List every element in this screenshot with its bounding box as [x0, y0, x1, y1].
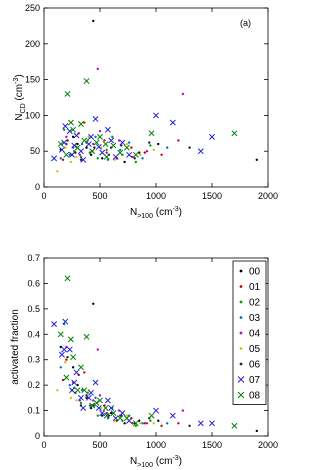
data-point-04 — [99, 130, 101, 132]
data-point-08 — [78, 365, 83, 370]
data-point-07 — [69, 388, 74, 393]
data-point-00 — [92, 303, 94, 305]
x-axis-label — [130, 206, 182, 220]
x-axis-label-sub: >100 — [137, 462, 153, 469]
y-tick-label: 0.1 — [27, 405, 40, 416]
data-point-04 — [182, 93, 184, 95]
data-point-07 — [67, 347, 72, 352]
data-point-00 — [101, 157, 103, 159]
data-point-00 — [90, 154, 92, 156]
data-point-07 — [153, 113, 158, 118]
data-point-07 — [86, 141, 91, 146]
data-point-01 — [65, 359, 67, 361]
data-point-02 — [97, 414, 99, 416]
y-tick-label: 200 — [24, 38, 40, 49]
data-point-04 — [146, 422, 148, 424]
data-point-08 — [133, 152, 138, 157]
data-point-08 — [111, 143, 116, 148]
legend-marker-01 — [240, 285, 243, 288]
data-point-07 — [51, 322, 56, 327]
x-axis-label-unit-pre: (cm — [152, 207, 173, 218]
data-point-04 — [97, 68, 99, 70]
data-point-08 — [103, 141, 108, 146]
data-point-07 — [105, 127, 110, 132]
data-point-04 — [97, 348, 99, 350]
y-tick-label: 0.2 — [27, 380, 40, 391]
data-point-07 — [209, 134, 214, 139]
y-axis-label-unit-sup: -3 — [13, 77, 20, 84]
y-tick-label: 0 — [34, 431, 40, 441]
data-point-06 — [188, 425, 190, 427]
y-axis-label-unit-pre: (cm — [14, 83, 25, 104]
data-point-04 — [182, 409, 184, 411]
series-07 — [51, 319, 214, 426]
panel-b — [10, 253, 278, 469]
plot-frame — [44, 8, 268, 187]
data-point-07 — [59, 352, 64, 357]
y-tick-label: 50 — [29, 146, 40, 157]
legend-label-01: 01 — [249, 282, 261, 293]
data-point-08 — [149, 413, 154, 418]
y-tick-label: 0.6 — [27, 278, 40, 289]
data-point-05 — [126, 414, 128, 416]
data-point-07 — [81, 405, 86, 410]
legend-marker-02 — [240, 301, 243, 304]
data-point-07 — [170, 413, 175, 418]
data-point-01 — [144, 151, 146, 153]
data-point-04 — [65, 136, 67, 138]
data-point-02 — [106, 149, 108, 151]
series-02 — [63, 323, 152, 427]
data-point-08 — [68, 120, 73, 125]
legend — [233, 261, 266, 405]
x-axis-label-unit-post: ) — [178, 207, 183, 218]
series-07 — [51, 113, 214, 163]
data-point-08 — [84, 78, 89, 83]
x-tick-label: 0 — [41, 191, 47, 201]
data-point-00 — [101, 414, 103, 416]
data-point-08 — [103, 405, 108, 410]
data-point-02 — [149, 144, 151, 146]
data-point-03 — [60, 157, 62, 159]
data-point-00 — [256, 430, 258, 432]
data-point-07 — [198, 149, 203, 154]
data-point-08 — [75, 388, 80, 393]
data-point-07 — [170, 120, 175, 125]
data-point-02 — [97, 157, 99, 159]
x-axis-label-unit-post: ) — [178, 456, 183, 467]
data-point-03 — [166, 422, 168, 424]
data-point-07 — [74, 133, 79, 138]
data-point-01 — [160, 154, 162, 156]
y-tick-label: 0 — [34, 182, 40, 192]
data-point-07 — [105, 398, 110, 403]
data-point-03 — [119, 149, 121, 151]
data-point-08 — [124, 145, 129, 150]
data-point-03 — [60, 366, 62, 368]
y-axis-label-main: activated fraction — [10, 309, 21, 385]
legend-marker-03 — [240, 316, 243, 319]
data-point-06 — [66, 356, 68, 358]
legend-marker-04 — [240, 332, 243, 335]
data-point-00 — [157, 420, 159, 422]
data-point-01 — [177, 422, 179, 424]
data-point-07 — [209, 421, 214, 426]
data-point-08 — [65, 276, 70, 281]
data-point-08 — [90, 149, 95, 154]
data-point-07 — [62, 347, 67, 352]
data-point-05 — [153, 149, 155, 151]
data-point-02 — [80, 402, 82, 404]
data-point-06 — [148, 141, 150, 143]
data-point-07 — [63, 319, 68, 324]
y-tick-label: 100 — [24, 110, 40, 121]
data-point-01 — [83, 371, 85, 373]
data-point-03 — [141, 422, 143, 424]
data-point-00 — [123, 422, 125, 424]
data-point-07 — [120, 140, 125, 145]
data-point-05 — [64, 361, 66, 363]
x-tick-label: 1000 — [145, 440, 167, 450]
data-point-02 — [86, 139, 88, 141]
y-tick-label: 0.4 — [27, 329, 40, 340]
y-tick-label: 250 — [24, 3, 40, 13]
data-point-01 — [160, 425, 162, 427]
data-point-01 — [62, 159, 64, 161]
data-point-00 — [256, 159, 258, 161]
data-point-03 — [166, 146, 168, 148]
data-point-00 — [157, 143, 159, 145]
data-point-01 — [130, 146, 132, 148]
data-point-04 — [99, 394, 101, 396]
x-tick-label: 2000 — [257, 440, 279, 450]
data-point-03 — [141, 157, 143, 159]
x-tick-label: 0 — [41, 440, 47, 450]
data-point-04 — [106, 412, 108, 414]
data-point-08 — [71, 355, 76, 360]
data-point-05 — [139, 422, 141, 424]
data-point-08 — [104, 154, 109, 159]
legend-marker-00 — [240, 270, 243, 273]
data-point-00 — [72, 366, 74, 368]
y-tick-label: 0.3 — [27, 354, 40, 365]
data-point-03 — [94, 397, 96, 399]
data-point-03 — [69, 384, 71, 386]
data-point-07 — [153, 408, 158, 413]
data-point-05 — [75, 399, 77, 401]
data-point-04 — [79, 154, 81, 156]
data-point-00 — [123, 161, 125, 163]
data-point-05 — [153, 422, 155, 424]
data-point-08 — [97, 398, 102, 403]
data-point-06 — [188, 146, 190, 148]
series-00 — [60, 20, 258, 163]
data-point-06 — [134, 157, 136, 159]
data-point-08 — [78, 121, 83, 126]
data-point-08 — [94, 400, 99, 405]
data-point-01 — [144, 422, 146, 424]
data-point-07 — [93, 380, 98, 385]
x-axis-label-unit-pre: (cm — [152, 456, 173, 467]
data-point-08 — [64, 375, 69, 380]
x-axis-label — [130, 455, 182, 469]
data-point-07 — [109, 138, 114, 143]
data-point-08 — [65, 91, 70, 96]
legend-label-06: 06 — [249, 359, 261, 371]
series-04 — [65, 346, 184, 425]
y-axis-label-sub: CD — [20, 103, 27, 114]
data-point-07 — [113, 416, 118, 421]
data-point-07 — [78, 395, 83, 400]
data-point-07 — [88, 390, 93, 395]
legend-label-08: 08 — [249, 390, 261, 402]
x-axis-label-main: N — [129, 456, 138, 467]
data-point-07 — [93, 116, 98, 121]
data-point-03 — [128, 141, 130, 143]
data-point-08 — [232, 131, 237, 136]
x-tick-label: 1000 — [145, 191, 167, 201]
data-point-04 — [146, 150, 148, 152]
panel-a — [13, 3, 278, 220]
legend-marker-05 — [240, 347, 243, 350]
data-point-08 — [64, 152, 69, 157]
data-point-05 — [56, 170, 58, 172]
legend-label-05: 05 — [249, 344, 261, 355]
data-point-02 — [111, 136, 113, 138]
data-point-08 — [232, 423, 237, 428]
y-tick-label: 0.5 — [27, 303, 40, 314]
data-point-05 — [75, 156, 77, 158]
data-point-01 — [103, 139, 105, 141]
data-point-08 — [97, 134, 102, 139]
data-point-05 — [70, 161, 72, 163]
legend-label-07: 07 — [249, 375, 261, 386]
legend-label-00: 00 — [249, 266, 261, 278]
data-point-05 — [56, 389, 58, 391]
legend-label-04: 04 — [249, 328, 261, 340]
legend-label-03: 03 — [249, 313, 261, 324]
y-axis-label-unit-post: ) — [14, 74, 25, 78]
panel-label: (a) — [240, 18, 251, 28]
data-point-00 — [92, 20, 94, 22]
x-tick-label: 1500 — [201, 440, 223, 450]
x-tick-label: 500 — [92, 440, 108, 450]
data-point-07 — [51, 156, 56, 161]
x-axis-label-unit-sup: -3 — [172, 455, 179, 462]
legend-marker-06 — [240, 363, 243, 366]
data-point-07 — [120, 411, 125, 416]
data-point-07 — [127, 152, 132, 157]
x-tick-label: 500 — [92, 191, 108, 201]
data-point-05 — [139, 154, 141, 156]
data-point-08 — [84, 334, 89, 339]
y-tick-label: 150 — [24, 74, 40, 85]
y-axis-label — [10, 309, 21, 385]
y-tick-label: 0.7 — [27, 253, 40, 263]
x-tick-label: 2000 — [257, 191, 279, 201]
legend-label-02: 02 — [249, 297, 261, 309]
data-point-08 — [68, 337, 73, 342]
data-point-02 — [135, 425, 137, 427]
data-point-07 — [74, 370, 79, 375]
data-point-02 — [149, 420, 151, 422]
data-point-08 — [58, 332, 63, 337]
x-axis-label-unit-sup: -3 — [172, 206, 179, 213]
data-point-07 — [63, 124, 68, 129]
series-08 — [58, 78, 237, 159]
data-point-05 — [126, 143, 128, 145]
x-axis-label-sub: >100 — [137, 213, 153, 220]
data-point-08 — [82, 138, 87, 143]
data-point-04 — [106, 151, 108, 153]
data-point-01 — [177, 139, 179, 141]
data-point-05 — [70, 397, 72, 399]
data-point-02 — [63, 129, 65, 131]
y-axis-label-main: N — [14, 113, 25, 121]
data-point-02 — [135, 161, 137, 163]
data-point-07 — [198, 421, 203, 426]
data-point-08 — [149, 131, 154, 136]
data-point-03 — [94, 136, 96, 138]
x-tick-label: 1500 — [201, 191, 223, 201]
x-axis-label-main: N — [129, 207, 138, 218]
